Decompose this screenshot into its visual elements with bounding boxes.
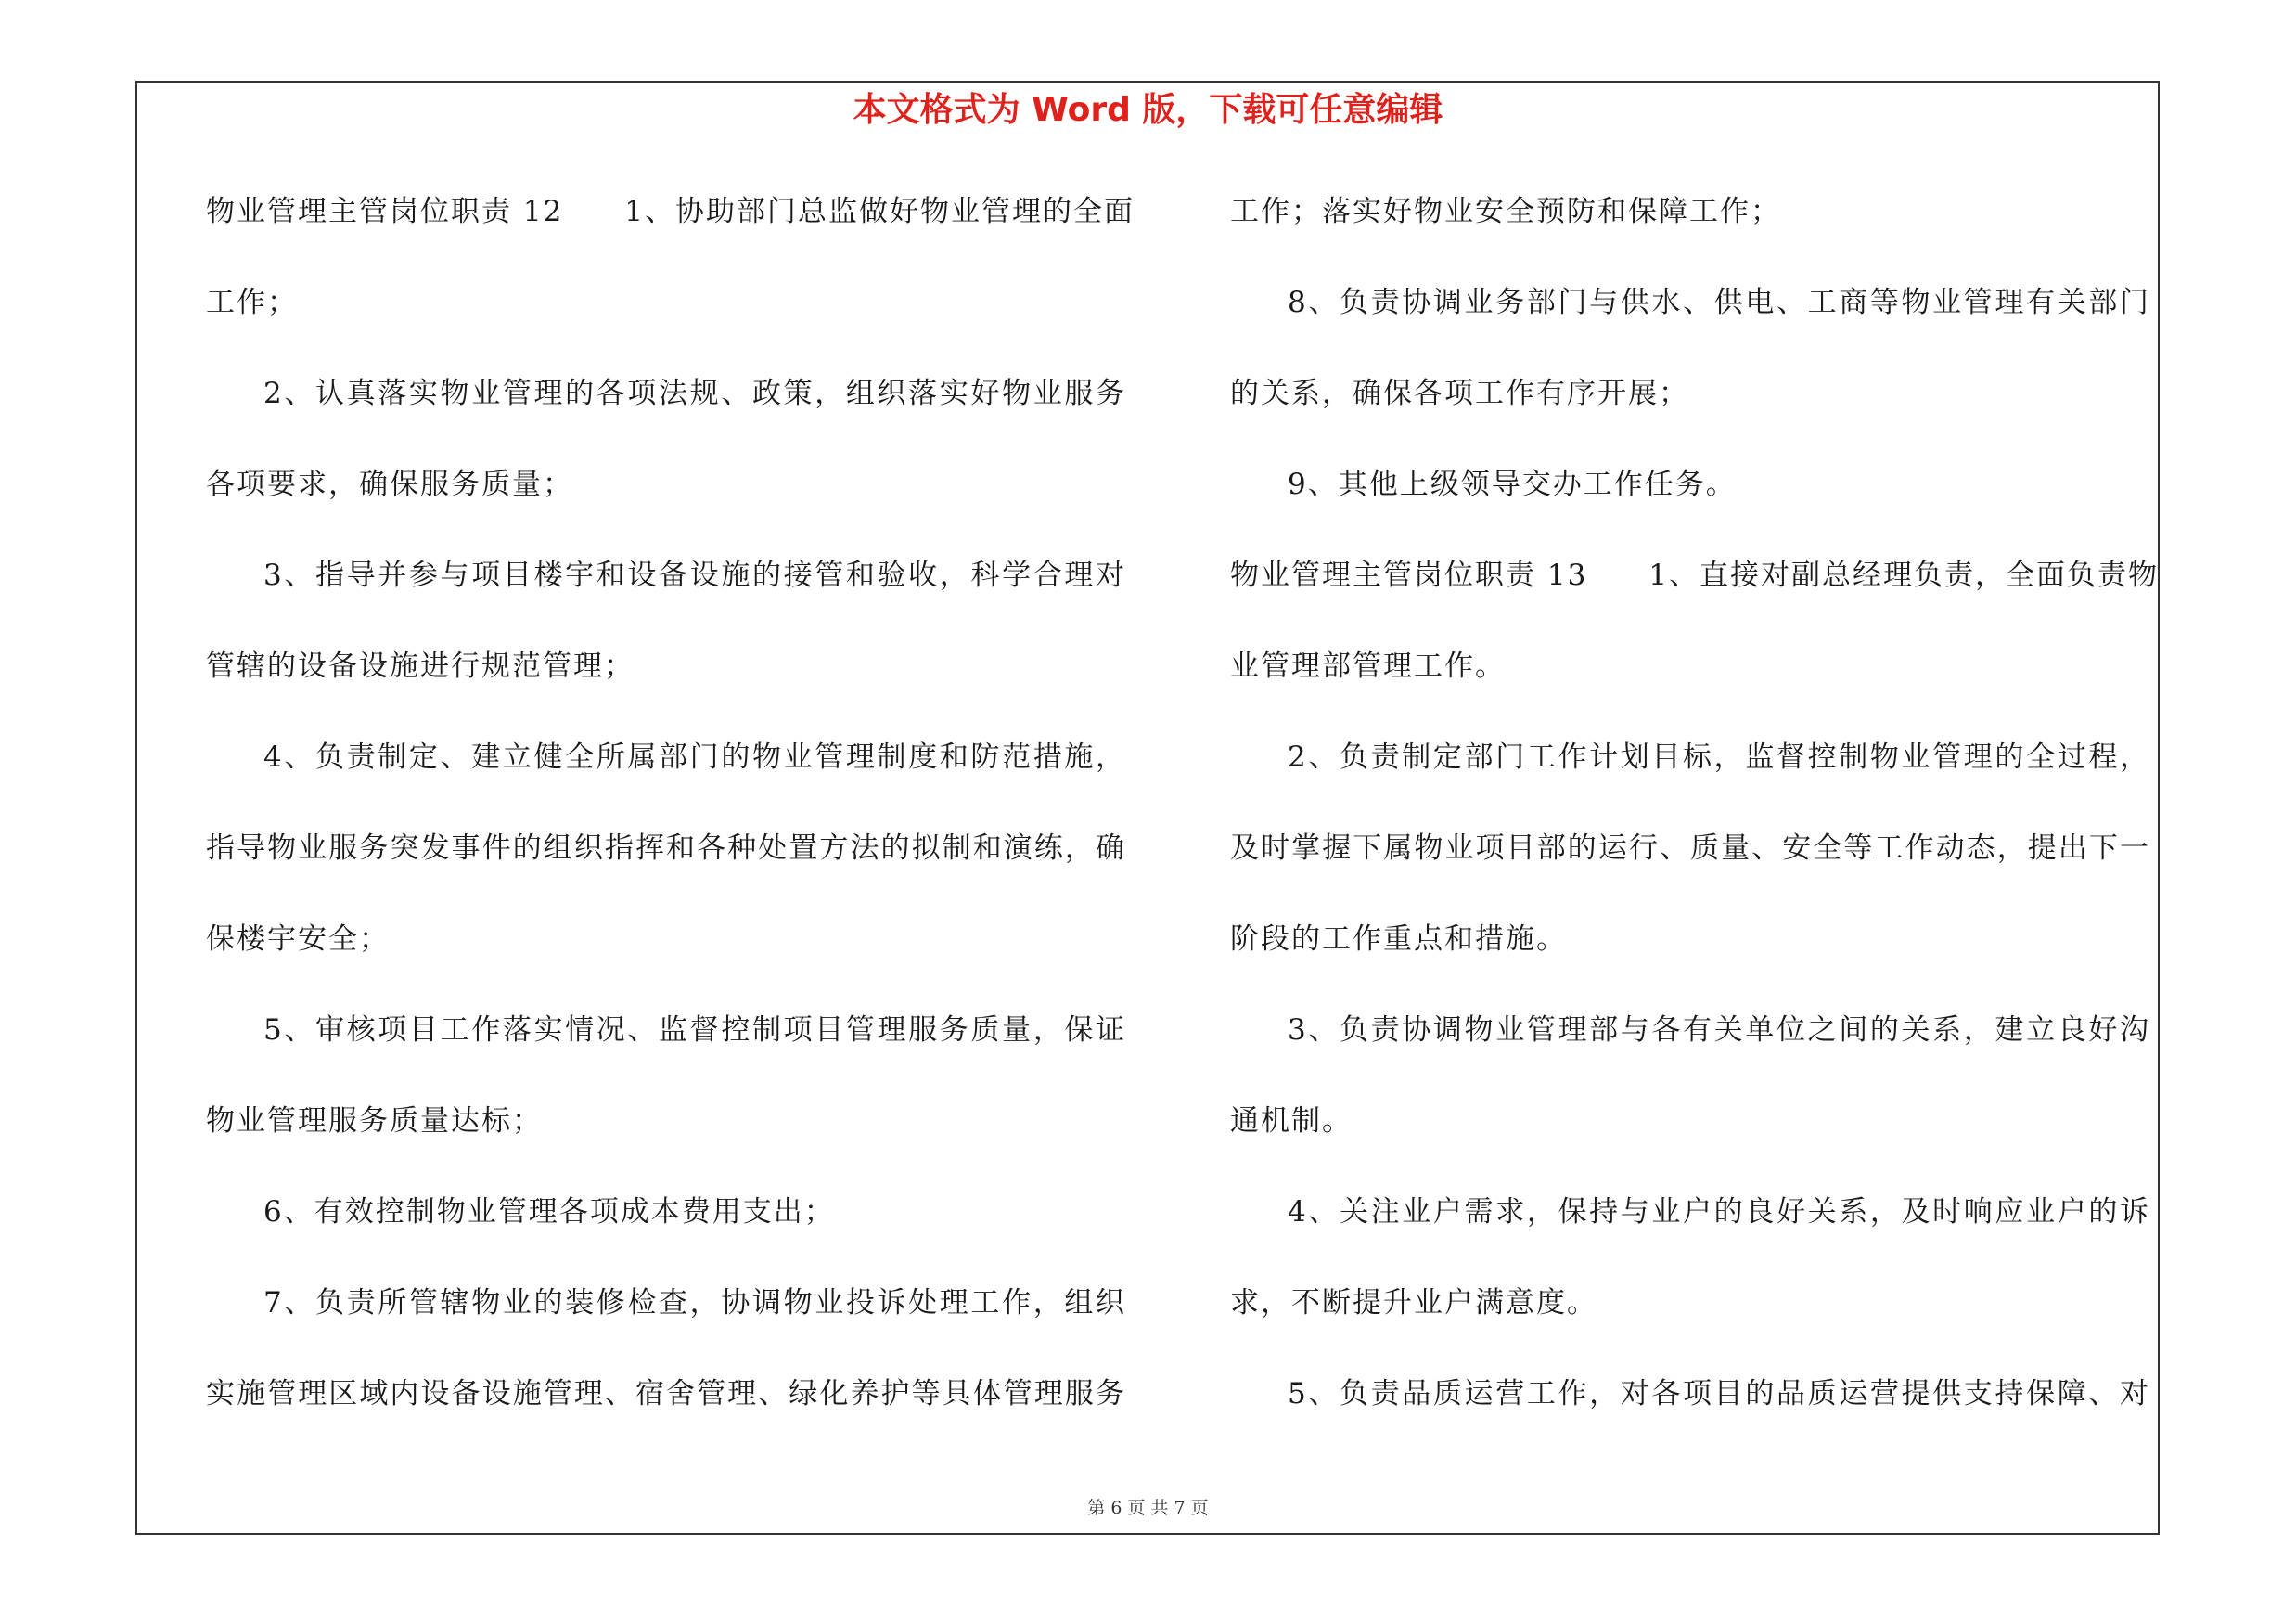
text-line: 工作； <box>206 286 298 319</box>
text-line: 9、其他上级领导交办工作任务。 <box>1288 468 1737 501</box>
text-line: 7、负责所管辖物业的装修检查，协调物业投诉处理工作，组织 <box>263 1286 1124 1320</box>
page-number-footer: 第 6 页 共 7 页 <box>1087 1498 1209 1518</box>
text-line: 4、关注业户需求，保持与业户的良好关系，及时响应业户的诉 <box>1288 1195 2148 1229</box>
format-notice-banner: 本文格式为 Word 版，下载可任意编辑 <box>853 91 1443 129</box>
text-line: 3、负责协调物业管理部与各有关单位之间的关系，建立良好沟 <box>1288 1013 2148 1047</box>
text-line: 3、指导并参与项目楼宇和设备设施的接管和验收，科学合理对 <box>263 559 1124 592</box>
text-line: 2、负责制定部门工作计划目标，监督控制物业管理的全过程， <box>1288 741 2148 774</box>
left-text-column <box>206 184 1135 1457</box>
text-line: 通机制。 <box>1230 1104 1353 1138</box>
text-line: 指导物业服务突发事件的组织指挥和各种处置方法的拟制和演练，确 <box>206 831 1124 865</box>
text-line: 5、负责品质运营工作，对各项目的品质运营提供支持保障、对 <box>1288 1377 2148 1410</box>
text-line: 6、有效控制物业管理各项成本费用支出； <box>263 1195 835 1229</box>
text-line: 各项要求，确保服务质量； <box>206 468 573 501</box>
text-line: 物业管理服务质量达标； <box>206 1104 543 1138</box>
text-line: 的关系，确保各项工作有序开展； <box>1230 377 1689 410</box>
text-line: 2、认真落实物业管理的各项法规、政策，组织落实好物业服务 <box>263 377 1124 410</box>
text-line: 保楼宇安全； <box>206 922 390 956</box>
text-line: 实施管理区域内设备设施管理、宿舍管理、绿化养护等具体管理服务 <box>206 1377 1124 1410</box>
text-line: 业管理部管理工作。 <box>1230 650 1506 683</box>
text-line: 物业管理主管岗位职责 12 1、协助部门总监做好物业管理的全面 <box>206 195 1135 228</box>
text-line: 求，不断提升业户满意度。 <box>1230 1286 1597 1320</box>
text-line: 管辖的设备设施进行规范管理； <box>206 650 635 683</box>
right-text-column <box>1230 184 2160 1457</box>
text-line: 5、审核项目工作落实情况、监督控制项目管理服务质量，保证 <box>263 1013 1124 1047</box>
text-line: 工作；落实好物业安全预防和保障工作； <box>1230 195 1781 228</box>
text-line: 及时掌握下属物业项目部的运行、质量、安全等工作动态，提出下一 <box>1230 831 2148 865</box>
text-line: 阶段的工作重点和措施。 <box>1230 922 1567 956</box>
text-line: 8、负责协调业务部门与供水、供电、工商等物业管理有关部门 <box>1288 286 2148 319</box>
text-line: 物业管理主管岗位职责 13 1、直接对副总经理负责，全面负责物 <box>1230 559 2160 592</box>
text-line: 4、负责制定、建立健全所属部门的物业管理制度和防范措施， <box>263 741 1124 774</box>
